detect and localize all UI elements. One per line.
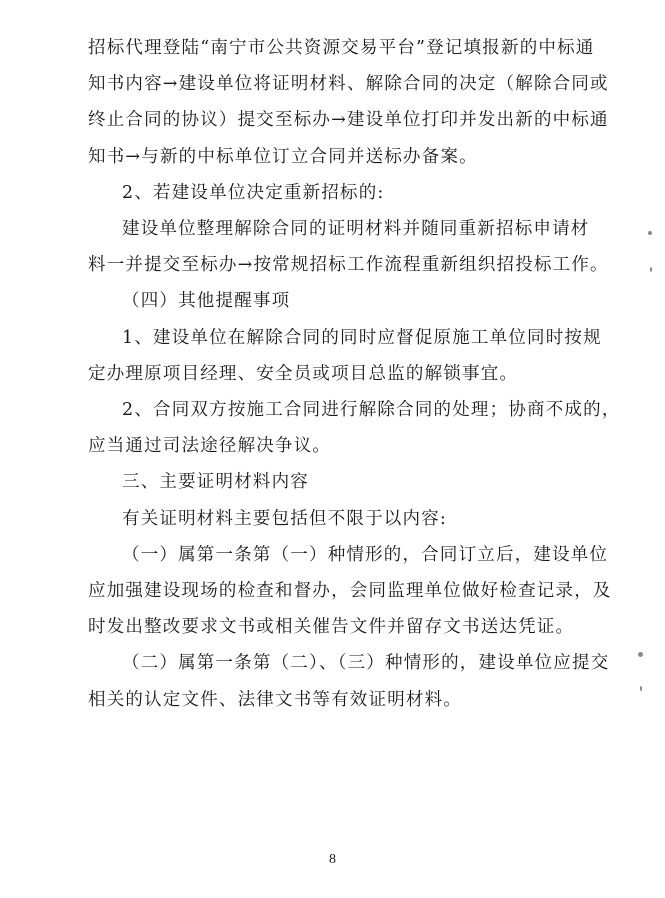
text-line: 2、合同双方按施工合同进行解除合同的处理；协商不成的， (122, 400, 621, 421)
text-line: 定办理原项目经理、安全员或项目总监的解锁事宜。 (88, 363, 519, 384)
section-heading: （四）其他提醒事项 (122, 291, 291, 312)
text-line: 有关证明材料主要包括但不限于以内容: (122, 508, 447, 529)
text-line: 相关的认定文件、法律文书等有效证明材料。 (88, 689, 462, 710)
text-line: 料一并提交至标办→按常规招标工作流程重新组织招投标工作。 (88, 255, 609, 276)
scan-speck (650, 267, 652, 272)
section-heading: 三、主要证明材料内容 (122, 472, 309, 493)
body-text (88, 30, 621, 718)
scan-speck (648, 231, 652, 235)
text-line: 时发出整改要求文书或相关催告文件并留存文书送达凭证。 (88, 617, 575, 638)
text-line: （二）属第一条第（二）、（三）种情形的，建设单位应提交 (122, 653, 610, 674)
text-line: （一）属第一条第（一）种情形的，合同订立后，建设单位 (122, 544, 609, 565)
text-line: 建设单位整理解除合同的证明材料并随同重新招标申请材 (122, 219, 590, 240)
text-line: 1、建设单位在解除合同的同时应督促原施工单位同时按规 (122, 327, 602, 348)
text-line: 知书内容→建设单位将证明材料、解除合同的决定（解除合同或 (88, 74, 609, 95)
page-number: 8 (329, 852, 336, 867)
text-line: 应当通过司法途径解决争议。 (88, 436, 332, 457)
scan-speck (638, 652, 643, 657)
scan-speck (640, 686, 642, 691)
text-line: 招标代理登陆“南宁市公共资源交易平台”登记填报新的中标通 (88, 38, 595, 58)
text-line: 终止合同的协议）提交至标办→建设单位打印并发出新的中标通 (88, 110, 609, 131)
text-line: 应加强建设现场的检查和督办，会同监理单位做好检查记录，及 (88, 581, 612, 602)
text-line: 知书→与新的中标单位订立合同并送标办备案。 (88, 146, 478, 167)
text-line: 2、若建设单位决定重新招标的: (122, 182, 385, 203)
